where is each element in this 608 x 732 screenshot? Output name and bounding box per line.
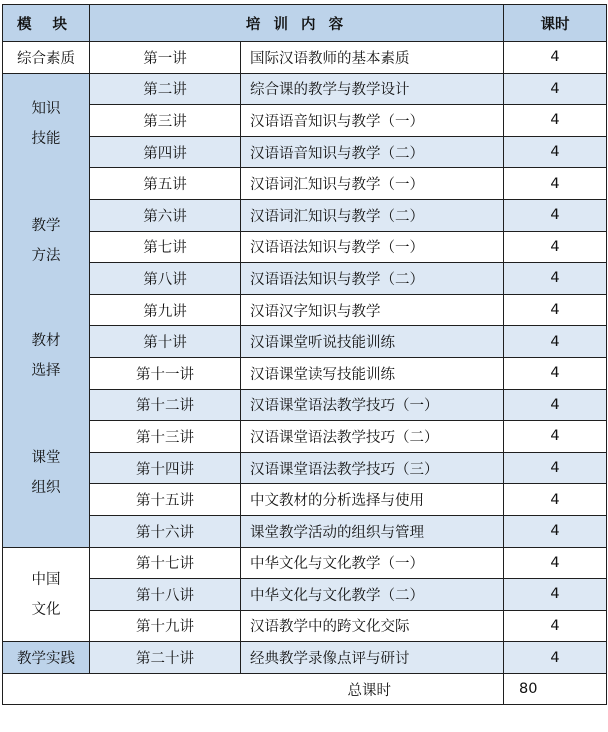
- topic-cell: 汉语语音知识与教学（一）: [241, 105, 504, 137]
- module-label: 选择: [31, 362, 61, 379]
- header-content: 培 训 内 容: [90, 5, 504, 42]
- topic-cell: 汉语语法知识与教学（一）: [241, 231, 504, 263]
- table-row: [3, 421, 607, 453]
- lecture-cell: 第六讲: [90, 199, 241, 231]
- table-row: [3, 642, 607, 674]
- topic-cell: 汉语教学中的跨文化交际: [241, 610, 504, 642]
- module-teaching-skills: [3, 73, 90, 547]
- topic-cell: 汉语语法知识与教学（二）: [241, 263, 504, 295]
- topic-cell: 汉语课堂读写技能训练: [241, 357, 504, 389]
- course-table: [2, 4, 607, 705]
- table-row: [3, 199, 607, 231]
- topic-cell: 汉语课堂听说技能训练: [241, 326, 504, 358]
- total-row: [3, 673, 607, 705]
- lecture-cell: 第五讲: [90, 168, 241, 200]
- table-row: [3, 357, 607, 389]
- hours-cell: 4: [504, 294, 607, 326]
- lecture-cell: 第十八讲: [90, 579, 241, 611]
- hours-cell: 4: [504, 610, 607, 642]
- lecture-cell: 第八讲: [90, 263, 241, 295]
- hours-cell: 4: [504, 73, 607, 105]
- table-row: [3, 547, 607, 579]
- module-label: 教材: [31, 332, 61, 349]
- hours-cell: 4: [504, 231, 607, 263]
- lecture-cell: 第三讲: [90, 105, 241, 137]
- topic-cell: 汉语课堂语法教学技巧（一）: [241, 389, 504, 421]
- total-hours: 80: [504, 673, 607, 705]
- header-hours: 课时: [504, 5, 607, 42]
- table-row: [3, 105, 607, 137]
- hours-cell: 4: [504, 42, 607, 74]
- table-row: [3, 42, 607, 74]
- header-row: [3, 5, 607, 42]
- hours-cell: 4: [504, 579, 607, 611]
- hours-cell: 4: [504, 136, 607, 168]
- module-quality: 综合素质: [3, 42, 90, 74]
- table-row: [3, 579, 607, 611]
- table-row: [3, 136, 607, 168]
- module-label: 课堂: [31, 449, 61, 466]
- lecture-cell: 第十讲: [90, 326, 241, 358]
- module-label: 方法: [31, 247, 61, 264]
- lecture-cell: 第七讲: [90, 231, 241, 263]
- module-label: 技能: [31, 130, 61, 147]
- topic-cell: 课堂教学活动的组织与管理: [241, 515, 504, 547]
- lecture-cell: 第一讲: [90, 42, 241, 74]
- lecture-cell: 第十九讲: [90, 610, 241, 642]
- hours-cell: 4: [504, 452, 607, 484]
- module-label: 中国: [31, 571, 61, 588]
- module-label: 教学: [31, 217, 61, 234]
- table-row: [3, 452, 607, 484]
- table-row: [3, 263, 607, 295]
- module-label: 文化: [31, 601, 61, 618]
- lecture-cell: 第十二讲: [90, 389, 241, 421]
- table-row: [3, 168, 607, 200]
- lecture-cell: 第二讲: [90, 73, 241, 105]
- total-label: 总课时: [3, 673, 504, 705]
- module-practice: 教学实践: [3, 642, 90, 674]
- hours-cell: 4: [504, 105, 607, 137]
- hours-cell: 4: [504, 263, 607, 295]
- hours-cell: 4: [504, 547, 607, 579]
- hours-cell: 4: [504, 515, 607, 547]
- module-chinese-culture: [3, 547, 90, 642]
- lecture-cell: 第十七讲: [90, 547, 241, 579]
- header-module: 模 块: [3, 5, 90, 42]
- table-row: [3, 515, 607, 547]
- topic-cell: 汉语课堂语法教学技巧（二）: [241, 421, 504, 453]
- lecture-cell: 第四讲: [90, 136, 241, 168]
- hours-cell: 4: [504, 199, 607, 231]
- topic-cell: 汉语课堂语法教学技巧（三）: [241, 452, 504, 484]
- table-row: [3, 231, 607, 263]
- topic-cell: 中文教材的分析选择与使用: [241, 484, 504, 516]
- table-row: [3, 610, 607, 642]
- table-row: [3, 389, 607, 421]
- topic-cell: 汉语语音知识与教学（二）: [241, 136, 504, 168]
- lecture-cell: 第二十讲: [90, 642, 241, 674]
- hours-cell: 4: [504, 484, 607, 516]
- topic-cell: 中华文化与文化教学（一）: [241, 547, 504, 579]
- module-label: 组织: [31, 479, 61, 496]
- lecture-cell: 第九讲: [90, 294, 241, 326]
- topic-cell: 综合课的教学与教学设计: [241, 73, 504, 105]
- topic-cell: 汉语词汇知识与教学（一）: [241, 168, 504, 200]
- hours-cell: 4: [504, 357, 607, 389]
- hours-cell: 4: [504, 168, 607, 200]
- topic-cell: 汉语词汇知识与教学（二）: [241, 199, 504, 231]
- lecture-cell: 第十一讲: [90, 357, 241, 389]
- lecture-cell: 第十五讲: [90, 484, 241, 516]
- topic-cell: 经典教学录像点评与研讨: [241, 642, 504, 674]
- table-row: [3, 294, 607, 326]
- module-label: 知识: [31, 100, 61, 117]
- topic-cell: 国际汉语教师的基本素质: [241, 42, 504, 74]
- hours-cell: 4: [504, 642, 607, 674]
- topic-cell: 中华文化与文化教学（二）: [241, 579, 504, 611]
- table-row: [3, 73, 607, 105]
- lecture-cell: 第十四讲: [90, 452, 241, 484]
- table-row: [3, 484, 607, 516]
- hours-cell: 4: [504, 421, 607, 453]
- hours-cell: 4: [504, 389, 607, 421]
- lecture-cell: 第十六讲: [90, 515, 241, 547]
- hours-cell: 4: [504, 326, 607, 358]
- lecture-cell: 第十三讲: [90, 421, 241, 453]
- table-row: [3, 326, 607, 358]
- topic-cell: 汉语汉字知识与教学: [241, 294, 504, 326]
